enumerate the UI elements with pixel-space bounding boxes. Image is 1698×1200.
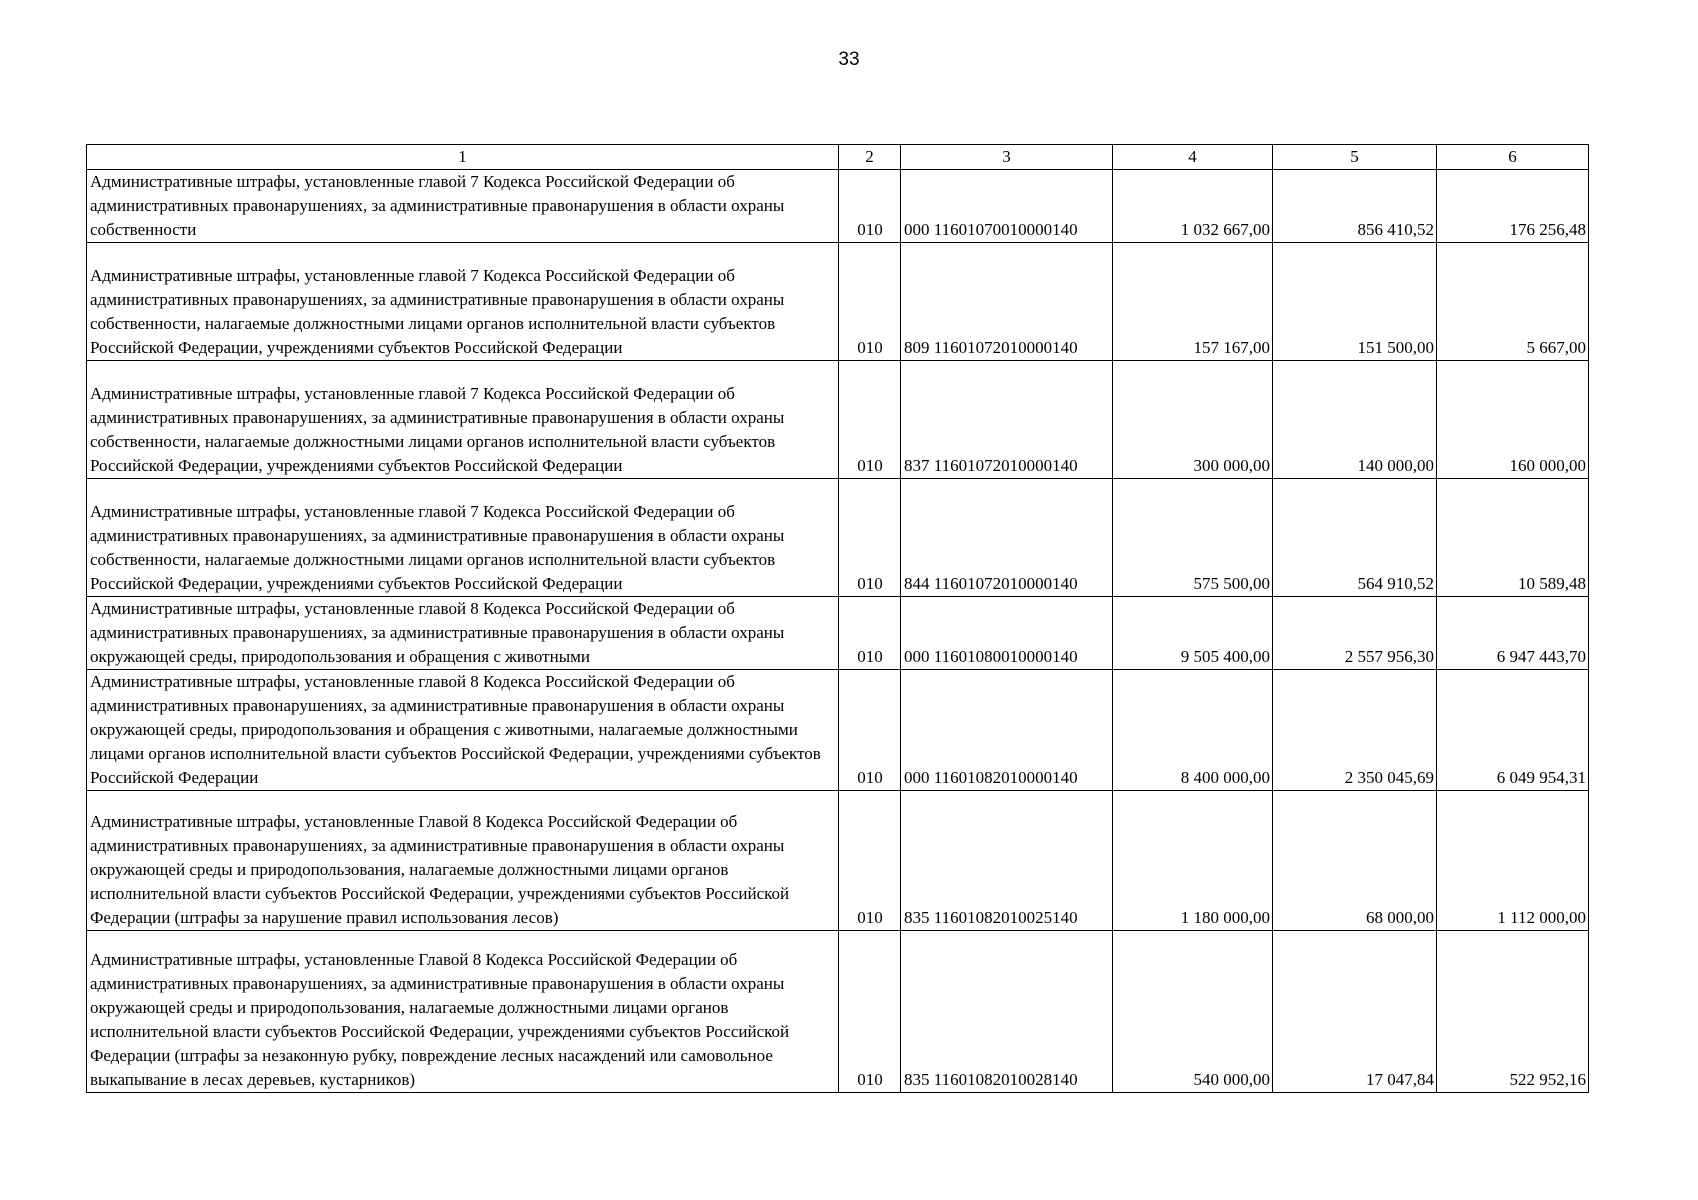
amount-cell-6: 1 112 000,00: [1437, 791, 1589, 931]
line-code-cell: 010: [839, 479, 901, 597]
amount-cell-6: 176 256,48: [1437, 170, 1589, 243]
budget-code-cell: 844 11601072010000140: [901, 479, 1113, 597]
description-text: Административные штрафы, установленные главой 7 Кодекса Российской Федерации об административных правонарушениях, за административные правонарушения в области охраны собственности, налагаемые должностными лицами органов исполнительной власти субъектов Российской Федерации, учреждениями субъектов Российской Федерации: [90, 266, 785, 357]
description-text: Административные штрафы, установленные главой 8 Кодекса Российской Федерации об административных правонарушениях, за административные правонарушения в области охраны окружающей среды, природопользования и обращения с животными, налагаемые должностными лицами органов исполнительной власти субъектов Российской Федерации, учреждениями субъектов Российской Федерации: [90, 672, 821, 787]
description-text: Административные штрафы, установленные Главой 8 Кодекса Российской Федерации об административных правонарушениях, за административные правонарушения в области охраны окружающей среды и природопользования, налагаемые должностными лицами органов исполнительной власти субъектов Российской Федерации, учреждениями субъектов Российской Федерации (штрафы за нарушение правил использования лесов): [90, 812, 790, 927]
table-row: [87, 670, 1589, 791]
budget-code-cell: 000 11601080010000140: [901, 597, 1113, 670]
description-cell: [87, 791, 839, 931]
amount-cell-4: 9 505 400,00: [1113, 597, 1273, 670]
header-cell: 1: [87, 145, 839, 170]
description-cell: [87, 170, 839, 243]
budget-code-cell: 835 11601082010025140: [901, 791, 1113, 931]
amount-cell-6: 10 589,48: [1437, 479, 1589, 597]
amount-cell-6: 6 947 443,70: [1437, 597, 1589, 670]
budget-code-cell: 837 11601072010000140: [901, 361, 1113, 479]
amount-cell-6: 522 952,16: [1437, 931, 1589, 1093]
line-code-cell: 010: [839, 170, 901, 243]
revenue-table: [86, 144, 1589, 1093]
line-code-cell: 010: [839, 931, 901, 1093]
description-cell: [87, 243, 839, 361]
amount-cell-6: 160 000,00: [1437, 361, 1589, 479]
budget-code-cell: 835 11601082010028140: [901, 931, 1113, 1093]
description-text: Административные штрафы, установленные главой 7 Кодекса Российской Федерации об административных правонарушениях, за административные правонарушения в области охраны собственности, налагаемые должностными лицами органов исполнительной власти субъектов Российской Федерации, учреждениями субъектов Российской Федерации: [90, 384, 785, 475]
line-code-cell: 010: [839, 243, 901, 361]
table-row: [87, 361, 1589, 479]
table-row: [87, 597, 1589, 670]
line-code-cell: 010: [839, 361, 901, 479]
description-cell: [87, 479, 839, 597]
header-cell: 2: [839, 145, 901, 170]
amount-cell-5: 2 557 956,30: [1273, 597, 1437, 670]
description-cell: [87, 597, 839, 670]
amount-cell-6: 5 667,00: [1437, 243, 1589, 361]
budget-code-cell: 000 11601070010000140: [901, 170, 1113, 243]
budget-code-cell: 000 11601082010000140: [901, 670, 1113, 791]
description-cell: [87, 361, 839, 479]
amount-cell-4: 300 000,00: [1113, 361, 1273, 479]
amount-cell-4: 8 400 000,00: [1113, 670, 1273, 791]
description-cell: [87, 931, 839, 1093]
amount-cell-4: 540 000,00: [1113, 931, 1273, 1093]
amount-cell-4: 1 032 667,00: [1113, 170, 1273, 243]
table-row: [87, 170, 1589, 243]
description-cell: [87, 670, 839, 791]
amount-cell-5: 68 000,00: [1273, 791, 1437, 931]
description-text: Административные штрафы, установленные главой 7 Кодекса Российской Федерации об административных правонарушениях, за административные правонарушения в области охраны собственности: [90, 172, 785, 239]
amount-cell-5: 856 410,52: [1273, 170, 1437, 243]
amount-cell-5: 2 350 045,69: [1273, 670, 1437, 791]
line-code-cell: 010: [839, 597, 901, 670]
budget-code-cell: 809 11601072010000140: [901, 243, 1113, 361]
amount-cell-4: 1 180 000,00: [1113, 791, 1273, 931]
amount-cell-5: 564 910,52: [1273, 479, 1437, 597]
header-cell: 6: [1437, 145, 1589, 170]
header-cell: 5: [1273, 145, 1437, 170]
table-row: [87, 931, 1589, 1093]
amount-cell-4: 575 500,00: [1113, 479, 1273, 597]
description-text: Административные штрафы, установленные главой 7 Кодекса Российской Федерации об административных правонарушениях, за административные правонарушения в области охраны собственности, налагаемые должностными лицами органов исполнительной власти субъектов Российской Федерации, учреждениями субъектов Российской Федерации: [90, 502, 785, 593]
table-row: [87, 243, 1589, 361]
description-text: Административные штрафы, установленные Главой 8 Кодекса Российской Федерации об административных правонарушениях, за административные правонарушения в области охраны окружающей среды и природопользования, налагаемые должностными лицами органов исполнительной власти субъектов Российской Федерации, учреждениями субъектов Российской Федерации (штрафы за незаконную рубку, повреждение лесных насаждений или самовольное выкапывание в лесах деревьев, кустарников): [90, 950, 790, 1089]
amount-cell-5: 151 500,00: [1273, 243, 1437, 361]
description-text: Административные штрафы, установленные главой 8 Кодекса Российской Федерации об административных правонарушениях, за административные правонарушения в области охраны окружающей среды, природопользования и обращения с животными: [90, 599, 785, 666]
table-header-row: [87, 145, 1589, 170]
amount-cell-4: 157 167,00: [1113, 243, 1273, 361]
line-code-cell: 010: [839, 670, 901, 791]
amount-cell-6: 6 049 954,31: [1437, 670, 1589, 791]
line-code-cell: 010: [839, 791, 901, 931]
header-cell: 3: [901, 145, 1113, 170]
page-number: 33: [838, 49, 860, 70]
table-row: [87, 479, 1589, 597]
amount-cell-5: 17 047,84: [1273, 931, 1437, 1093]
table-row: [87, 791, 1589, 931]
amount-cell-5: 140 000,00: [1273, 361, 1437, 479]
header-cell: 4: [1113, 145, 1273, 170]
